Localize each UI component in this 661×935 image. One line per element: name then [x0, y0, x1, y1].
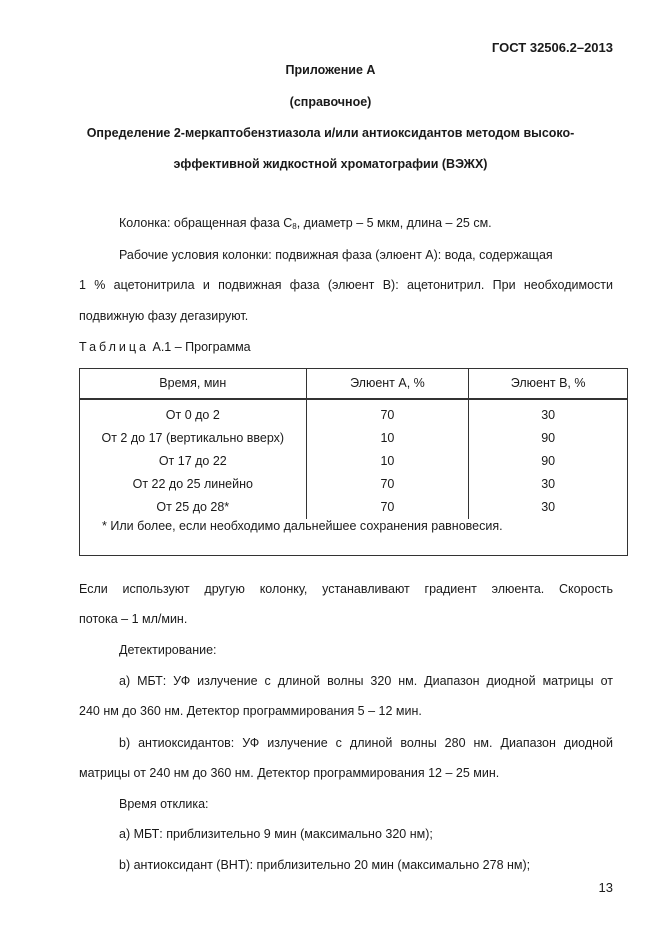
- cell-time: От 22 до 25 линейно: [80, 473, 307, 496]
- conditions-line2: 1 % ацетонитрила и подвижная фаза (элюент В): ацетонитрил. При необходимости: [79, 278, 613, 292]
- appendix-title: Приложение А: [285, 63, 376, 77]
- standard-number: ГОСТ 32506.2–2013: [491, 40, 613, 55]
- detect-b-line2: матрицы от 240 нм до 360 нм. Детектор программирования 12 – 25 мин.: [79, 766, 500, 780]
- cell-time: От 17 до 22: [80, 450, 307, 473]
- header-eluent-b: Элюент В, %: [469, 369, 628, 399]
- cell-eluent-a: 70: [306, 473, 469, 496]
- detect-b-line1: b) антиоксидантов: УФ излучение с длиной волны 280 нм. Диапазон диодной: [119, 736, 613, 750]
- detection-label: Детектирование:: [119, 643, 217, 657]
- table-row: [80, 399, 628, 427]
- cell-eluent-a: 10: [306, 450, 469, 473]
- table-caption-label: Таблица: [79, 340, 150, 354]
- conditions-line3: подвижную фазу дегазируют.: [79, 309, 249, 323]
- cell-time: От 25 до 28*: [80, 496, 307, 519]
- cell-eluent-a: 70: [306, 399, 469, 427]
- cell-eluent-b: 30: [469, 399, 628, 427]
- cell-eluent-a: 10: [306, 427, 469, 450]
- cell-eluent-b: 30: [469, 496, 628, 519]
- table-row: [80, 427, 628, 450]
- appendix-heading-line2: эффективной жидкостной хроматографии (ВЭЖХ): [173, 157, 488, 171]
- appendix-kind: (справочное): [289, 95, 372, 109]
- cell-eluent-b: 90: [469, 450, 628, 473]
- appendix-heading-line1: Определение 2-меркаптобензтиазола и/или антиоксидантов методом высоко-: [86, 126, 575, 140]
- conditions-line1: Рабочие условия колонки: подвижная фаза (элюент А): вода, содержащая: [119, 248, 553, 262]
- header-time: Время, мин: [80, 369, 307, 399]
- column-subscript: 8: [292, 222, 297, 231]
- response-label: Время отклика:: [119, 797, 209, 811]
- response-a: а) МБТ: приблизительно 9 мин (максимально 320 нм);: [119, 827, 433, 841]
- table-caption-text: А.1 – Программа: [149, 340, 251, 354]
- column-paragraph: [119, 216, 492, 231]
- cell-eluent-b: 30: [469, 473, 628, 496]
- cell-time: От 0 до 2: [80, 399, 307, 427]
- detect-a-line2: 240 нм до 360 нм. Детектор программирования 5 – 12 мин.: [79, 704, 422, 718]
- response-b: b) антиоксидант (ВНТ): приблизительно 20 мин (максимально 278 нм);: [119, 858, 531, 872]
- table-row: [80, 450, 628, 473]
- column-text-suffix: , диаметр – 5 мкм, длина – 25 см.: [296, 216, 492, 230]
- detect-a-line1: а) МБТ: УФ излучение с длиной волны 320 нм. Диапазон диодной матрицы от: [119, 674, 613, 688]
- table-footnote: * Или более, если необходимо дальнейшее сохранения равновесия.: [80, 519, 628, 556]
- page-number: 13: [598, 880, 613, 895]
- cell-time: От 2 до 17 (вертикально вверх): [80, 427, 307, 450]
- header-eluent-a: Элюент А, %: [306, 369, 469, 399]
- table-row: [80, 496, 628, 519]
- table-row: [80, 473, 628, 496]
- column-text-prefix: Колонка: обращенная фаза С: [119, 216, 293, 230]
- other-column-line1: Если используют другую колонку, устанавливают градиент элюента. Скорость: [79, 582, 613, 596]
- table-caption: [79, 340, 251, 354]
- cell-eluent-b: 90: [469, 427, 628, 450]
- cell-eluent-a: 70: [306, 496, 469, 519]
- other-column-line2: потока – 1 мл/мин.: [79, 612, 188, 626]
- program-table: [79, 368, 628, 556]
- table-header-row: [80, 369, 628, 399]
